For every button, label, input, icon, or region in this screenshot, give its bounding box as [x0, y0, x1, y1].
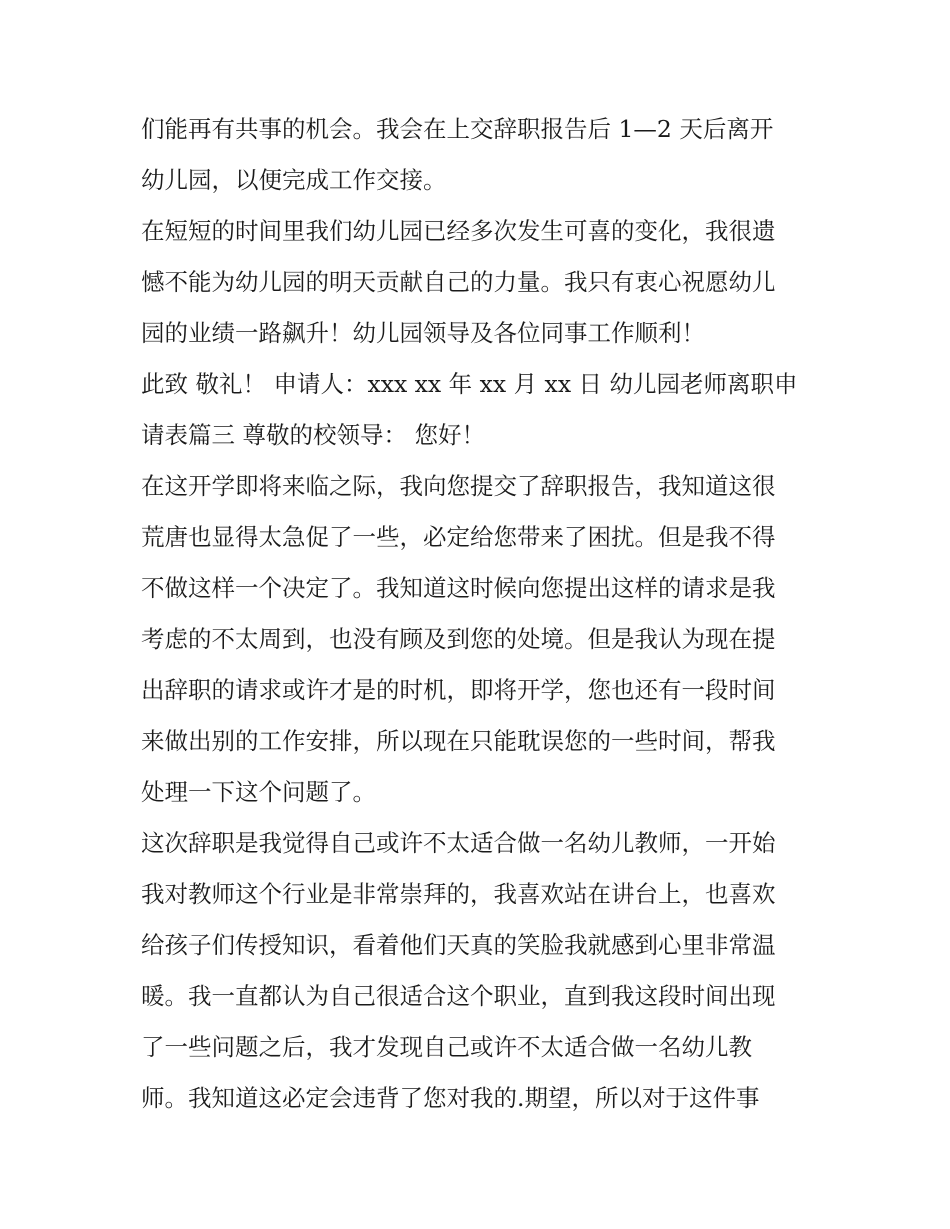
- text-line: 在这开学即将来临之际，我向您提交了辞职报告，我知道这很: [141, 472, 776, 500]
- text-line: 暖。我一直都认为自己很适合这个职业，直到我这段时间出现: [141, 982, 776, 1010]
- text-line: 我对教师这个行业是非常崇拜的，我喜欢站在讲台上，也喜欢: [141, 880, 776, 908]
- text-line: 考虑的不太周到，也没有顾及到您的处境。但是我认为现在提: [141, 625, 776, 653]
- text-line: 园的业绩一路飙升！幼儿园领导及各位同事工作顺利！: [141, 319, 705, 347]
- text-line: 请表篇三 尊敬的校领导： 您好！: [141, 421, 485, 449]
- text-line: 出辞职的请求或许才是的时机，即将开学，您也还有一段时间: [141, 676, 776, 704]
- text-line: 来做出别的工作安排，所以现在只能耽误您的一些时间，帮我: [141, 727, 776, 755]
- text-line: 们能再有共事的机会。我会在上交辞职报告后 1—2 天后离开: [141, 115, 774, 143]
- text-line: 在短短的时间里我们幼儿园已经多次发生可喜的变化，我很遗: [141, 217, 776, 245]
- text-line: 荒唐也显得太急促了一些，必定给您带来了困扰。但是我不得: [141, 523, 776, 551]
- text-line: 师。我知道这必定会违背了您对我的.期望，所以对于这件事: [141, 1084, 760, 1112]
- text-line: 这次辞职是我觉得自己或许不太适合做一名幼儿教师，一开始: [141, 829, 776, 857]
- text-line: 此致 敬礼！ 申请人：xxx xx 年 xx 月 xx 日 幼儿园老师离职申: [141, 370, 798, 398]
- text-line: 憾不能为幼儿园的明天贡献自己的力量。我只有衷心祝愿幼儿: [141, 268, 776, 296]
- text-line: 处理一下这个问题了。: [141, 778, 376, 806]
- text-line: 了一些问题之后，我才发现自己或许不太适合做一名幼儿教: [141, 1033, 752, 1061]
- text-line: 给孩子们传授知识，看着他们天真的笑脸我就感到心里非常温: [141, 931, 776, 959]
- text-line: 幼儿园，以便完成工作交接。: [141, 166, 447, 194]
- text-line: 不做这样一个决定了。我知道这时候向您提出这样的请求是我: [141, 574, 776, 602]
- document-body: [141, 104, 821, 1124]
